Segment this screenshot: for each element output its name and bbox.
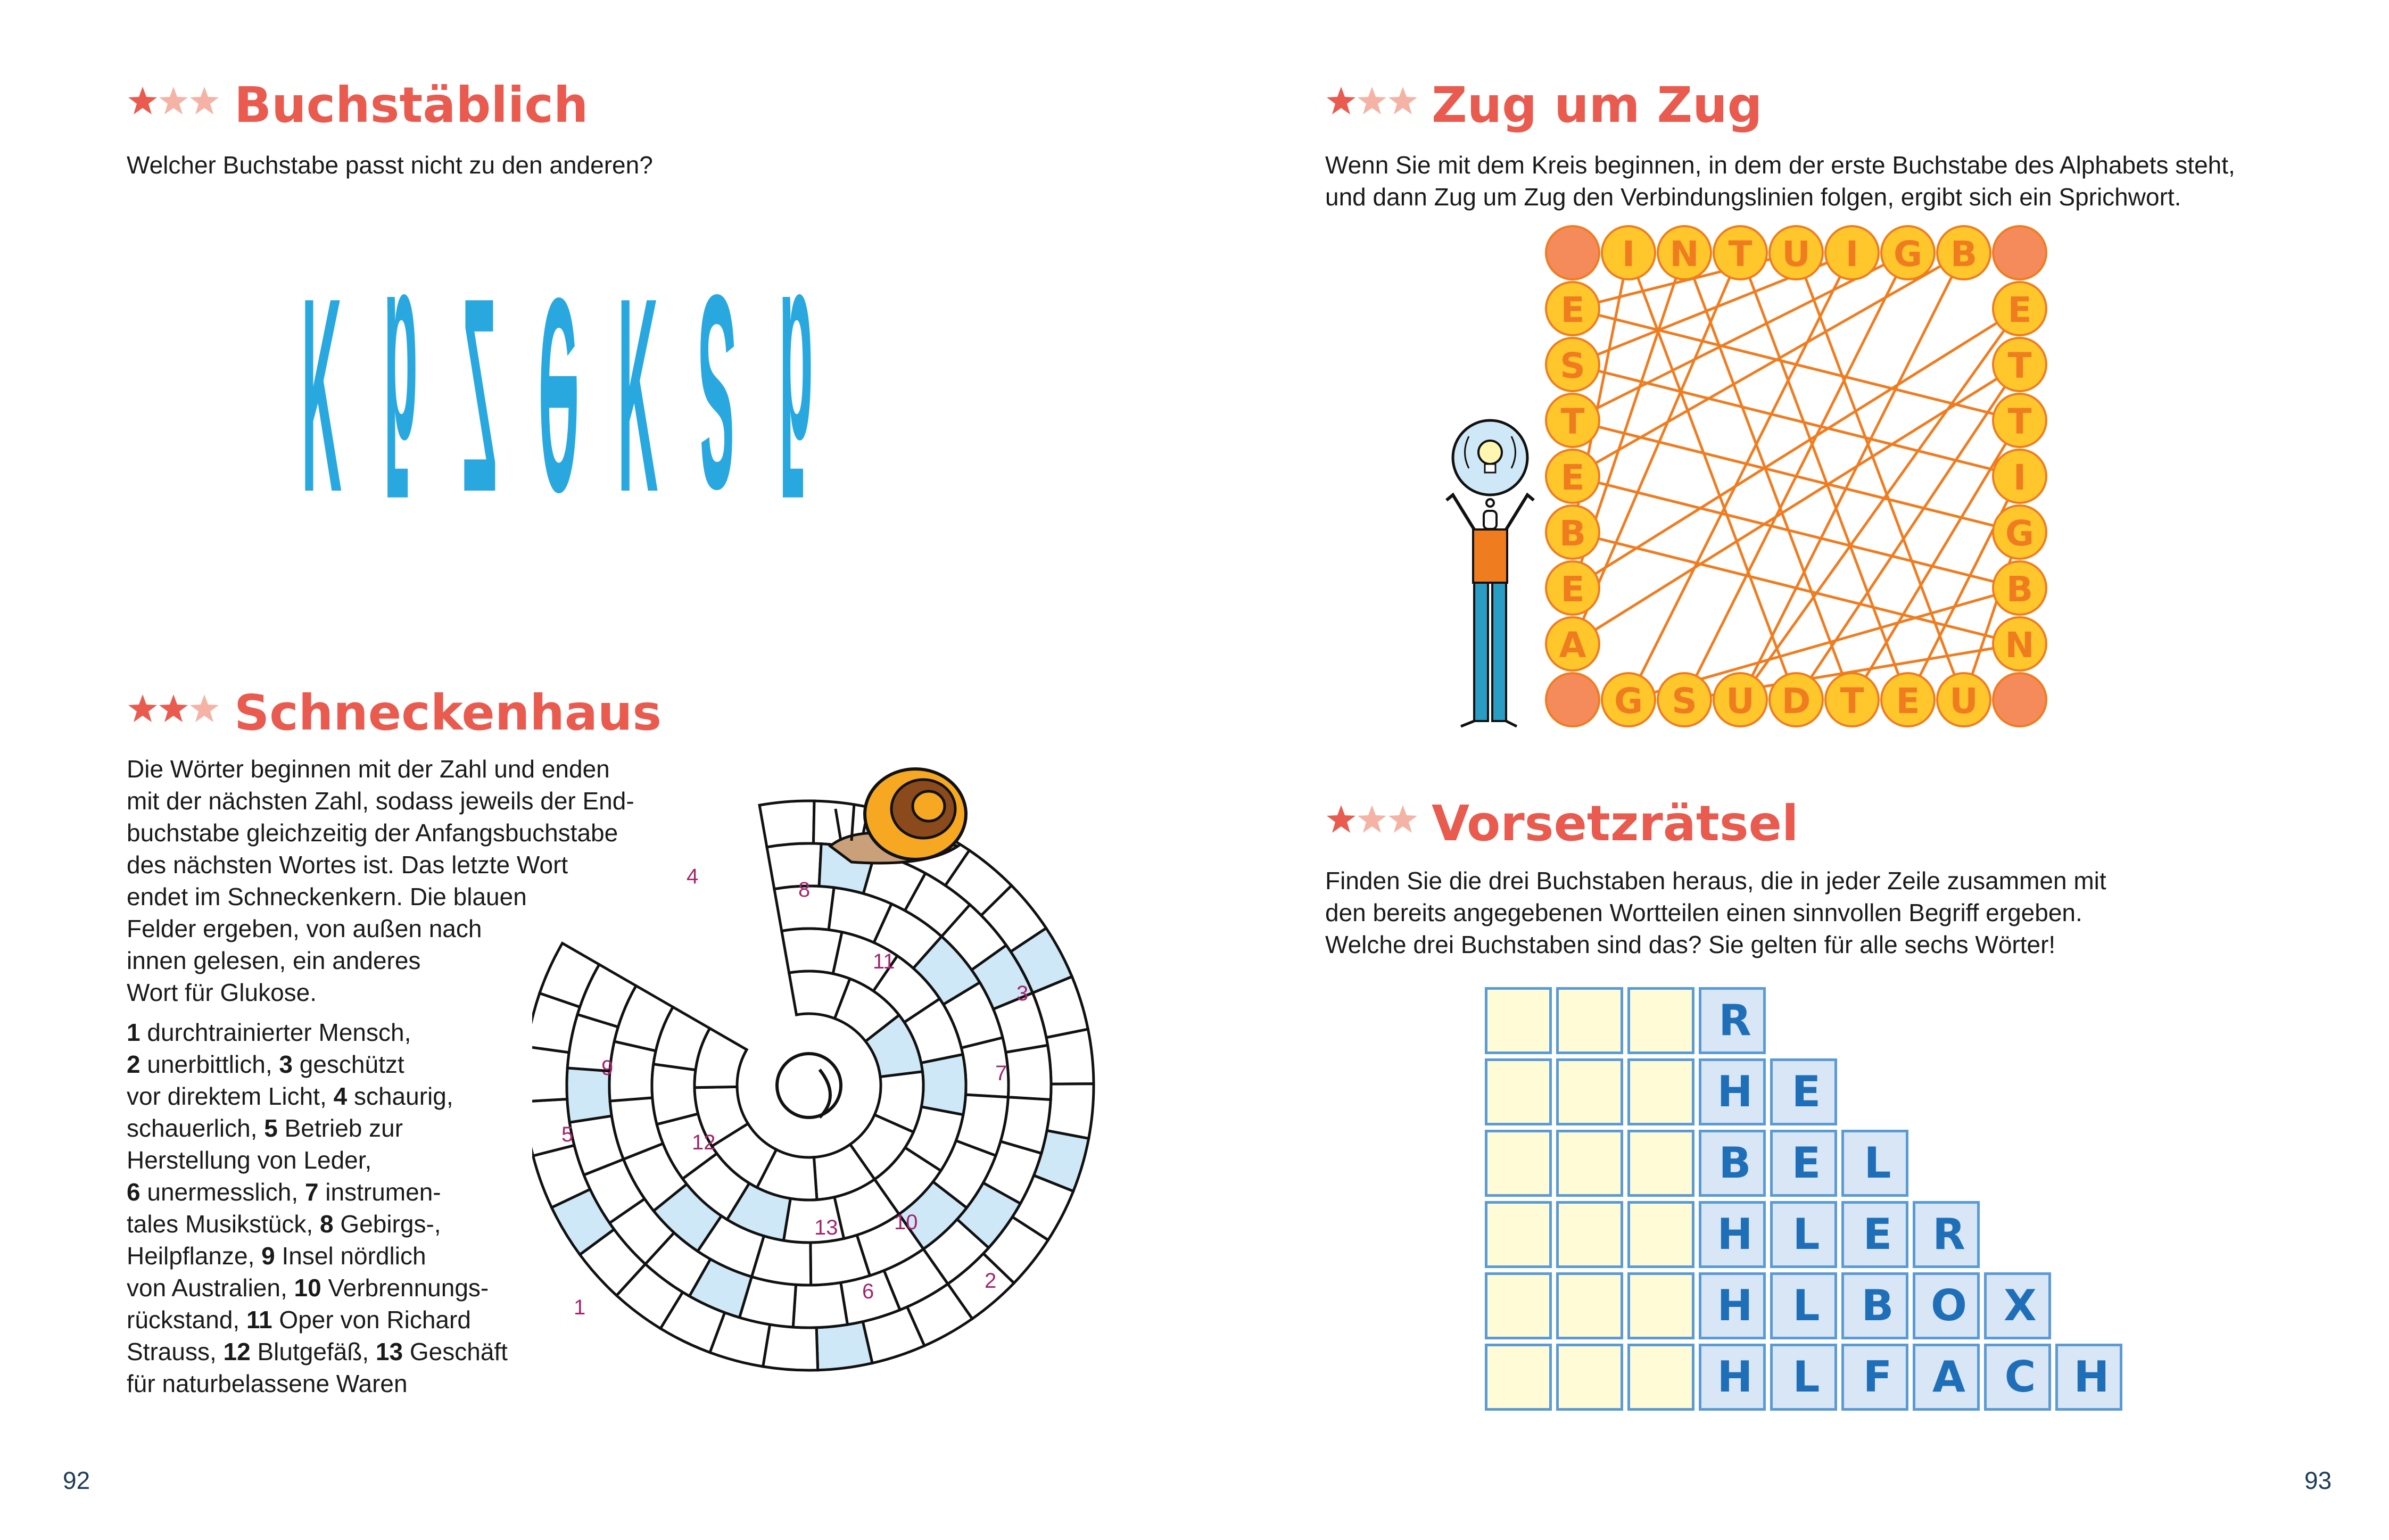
difficulty-stars-schneckenhaus <box>127 692 222 729</box>
circle-letter: B <box>1950 234 1978 275</box>
clue-number: 9 <box>261 1242 275 1270</box>
given-letter-cell <box>1699 1272 1766 1339</box>
given-letter-cell <box>1913 1344 1980 1411</box>
clue-text: Geschäft <box>403 1338 508 1365</box>
clue-text: instrumen- <box>318 1178 441 1206</box>
clue-text: Heilpflanze, <box>127 1242 262 1270</box>
spiral-cell <box>1047 1084 1094 1139</box>
given-letter-cell <box>1841 1201 1908 1268</box>
puzzle-letter <box>301 241 342 550</box>
given-letter: E <box>1791 1138 1821 1188</box>
clue-line <box>127 1016 552 1048</box>
puzzle-letter <box>779 238 813 547</box>
connection-line <box>1573 365 2020 644</box>
clue-text: schauerlich, <box>127 1114 264 1142</box>
spiral-number: 7 <box>995 1062 1007 1085</box>
intro-line: und dann Zug um Zug den Verbindungslinien folgen, ergibt sich ein Sprichwort. <box>1325 183 2181 211</box>
given-letter: A <box>1932 1352 1965 1402</box>
intro-line: Felder ergeben, von außen nach <box>127 915 482 942</box>
intro-line: endet im Schneckenkern. Die blauen <box>127 883 527 910</box>
lightbulb-icon <box>1478 441 1502 464</box>
zug-intro <box>1325 149 2283 213</box>
given-letter: H <box>2073 1352 2110 1402</box>
blank-cell[interactable] <box>1485 1058 1552 1125</box>
spiral-number: 11 <box>873 950 895 973</box>
intro-line: Wenn Sie mit dem Kreis beginnen, in dem der erste Buchstabe des Alphabets steht, <box>1325 151 2235 179</box>
given-letter: L <box>1792 1210 1820 1259</box>
circle-letter: T <box>1840 681 1864 722</box>
clue-number: 8 <box>320 1210 334 1238</box>
circle-letter: N <box>2005 625 2035 666</box>
blank-cell[interactable] <box>1485 1201 1552 1268</box>
star-icon <box>190 87 219 114</box>
given-letter: C <box>2004 1352 2036 1402</box>
letter-puzzle <box>282 223 836 564</box>
clue-line <box>127 1144 552 1176</box>
spiral-cell <box>652 1064 698 1124</box>
difficulty-stars-buchstaeblich <box>127 84 222 121</box>
given-letter-cell <box>1699 1344 1766 1411</box>
given-letter: H <box>1717 1352 1753 1402</box>
spiral-number: 13 <box>814 1216 838 1239</box>
spiral-number: 10 <box>894 1211 918 1234</box>
circle-letter: D <box>1781 681 1811 722</box>
blank-cell[interactable] <box>1485 1272 1552 1339</box>
intro-line: mit der nächsten Zahl, sodass jeweils der End- <box>127 787 634 815</box>
connection-line <box>1573 365 2020 476</box>
connection-line <box>1684 253 1908 700</box>
circle-letter: T <box>2007 401 2032 442</box>
intro-line: des nächsten Wortes ist. Das letzte Wort <box>127 851 568 879</box>
circle-letter: G <box>2005 513 2035 554</box>
given-letter-cell <box>1770 1344 1837 1411</box>
circle-letter: A <box>1559 625 1586 666</box>
clue-number: 1 <box>127 1019 140 1046</box>
clue-text: Insel nördlich <box>275 1242 426 1270</box>
blank-cell[interactable] <box>1627 1058 1694 1125</box>
star-icon <box>1358 805 1386 833</box>
spiral-puzzle <box>532 745 1096 1426</box>
star-icon <box>190 694 219 722</box>
circle-letter: E <box>1560 569 1585 610</box>
corner-ball <box>1546 226 1599 279</box>
given-letter: H <box>1717 1210 1753 1259</box>
vorsetz-grid <box>1485 987 2123 1413</box>
given-letter-cell <box>1913 1201 1980 1268</box>
blank-cell[interactable] <box>1627 987 1694 1054</box>
circle-letter: U <box>1782 234 1811 275</box>
corner-ball <box>1993 226 2046 279</box>
clue-text: von Australien, <box>127 1274 294 1302</box>
puzzle-letter <box>539 241 579 550</box>
star-icon <box>128 87 157 114</box>
clue-text: unerbittlich, <box>140 1050 279 1078</box>
clue-text: Verbrennungs- <box>321 1274 489 1302</box>
given-letter-cell <box>1770 1130 1837 1197</box>
blank-cell[interactable] <box>1485 987 1552 1054</box>
given-letter: B <box>1861 1281 1894 1330</box>
clue-text: unermesslich, <box>140 1178 305 1206</box>
connection-line <box>1573 309 2020 588</box>
spiral-number: 6 <box>862 1280 874 1303</box>
circle-letter: U <box>1949 681 1978 722</box>
spiral-number: 12 <box>692 1131 716 1154</box>
connection-line <box>1796 253 1964 700</box>
blank-cell[interactable] <box>1556 1272 1623 1339</box>
spiral-number: 2 <box>985 1269 997 1293</box>
blank-cell[interactable] <box>1556 1130 1623 1197</box>
clue-text: durchtrainierter Mensch, <box>140 1019 411 1046</box>
spiral-number: 3 <box>1016 982 1029 1005</box>
star-icon <box>1388 87 1417 114</box>
puzzle-letter <box>698 238 735 547</box>
clue-number: 12 <box>223 1338 251 1365</box>
spiral-cell <box>1046 1029 1094 1084</box>
clue-line <box>127 1272 552 1304</box>
intro-line: Finden Sie die drei Buchstaben heraus, die in jeder Zeile zusammen mit <box>1325 867 2106 895</box>
blank-cell[interactable] <box>1485 1130 1552 1197</box>
spiral-grid <box>532 745 1096 1426</box>
spiral-cell <box>793 1282 847 1328</box>
clue-text: Oper von Richard <box>272 1306 471 1334</box>
given-letter-cell <box>1841 1130 1908 1197</box>
clue-text: geschützt <box>292 1050 404 1078</box>
puzzle-letter-glyph: K <box>301 241 342 550</box>
clue-number: 3 <box>279 1050 293 1078</box>
section-title-vorsetz: Vorsetzrätsel <box>1432 795 1799 852</box>
clue-text: tales Musikstück, <box>127 1210 320 1238</box>
spiral-number: 9 <box>601 1056 614 1080</box>
clue-number: 6 <box>127 1178 140 1206</box>
given-letter: O <box>1930 1281 1967 1330</box>
blank-cell[interactable] <box>1627 1344 1694 1411</box>
vorsetz-intro <box>1325 865 2283 961</box>
question-text: Welcher Buchstabe passt nicht zu den anderen? <box>127 151 653 179</box>
intro-line: Wort für Glukose. <box>127 979 317 1006</box>
difficulty-stars-vorsetz <box>1325 802 1421 840</box>
given-letter: L <box>1792 1281 1820 1330</box>
spiral-cell <box>816 1322 872 1370</box>
puzzle-letter-glyph: Z <box>462 241 497 550</box>
spiral-cell <box>763 1324 818 1370</box>
puzzle-letter <box>618 241 658 550</box>
given-letter: L <box>1792 1352 1820 1402</box>
given-letter-cell <box>1984 1344 2051 1411</box>
zug-board <box>1543 223 2065 745</box>
clue-number: 11 <box>246 1306 272 1334</box>
puzzle-letter-glyph: K <box>617 241 658 550</box>
blank-cell[interactable] <box>1556 987 1623 1054</box>
given-letter-cell <box>1699 987 1766 1054</box>
given-letter-cell <box>1841 1344 1908 1411</box>
given-letter-cell <box>2055 1344 2122 1411</box>
clue-line <box>127 1304 552 1336</box>
spiral-number: 5 <box>561 1123 574 1146</box>
circle-letter: T <box>1560 401 1585 442</box>
given-letter-cell <box>1699 1058 1766 1125</box>
spiral-number: 4 <box>687 865 699 888</box>
puzzle-letter-glyph: ƃ <box>779 238 813 547</box>
circle-letter: E <box>1560 457 1585 498</box>
clue-number: 13 <box>375 1338 403 1365</box>
blank-cell[interactable] <box>1627 1272 1694 1339</box>
circle-letter: E <box>1560 289 1585 330</box>
puzzle-letter-glyph: Ə <box>538 241 580 550</box>
given-letter-cell <box>1984 1272 2051 1339</box>
given-letter-cell <box>1770 1058 1837 1125</box>
circle-letter: N <box>1669 234 1699 275</box>
puzzle-letter <box>384 238 418 547</box>
clue-text: schaurig, <box>347 1082 453 1110</box>
page-number-right: 93 <box>2304 1467 2332 1494</box>
clue-number: 5 <box>264 1114 278 1142</box>
circle-letter: S <box>1672 681 1697 722</box>
clue-line <box>127 1208 552 1240</box>
difficulty-stars-zug <box>1325 84 1421 121</box>
circle-letter: B <box>1559 513 1586 554</box>
clue-text: Gebirgs-, <box>333 1210 441 1238</box>
given-letter: E <box>1791 1067 1821 1116</box>
puzzle-letter-glyph: ƃ <box>383 238 418 547</box>
clue-line <box>127 1048 552 1080</box>
given-letter: R <box>1718 996 1751 1045</box>
clue-text: rückstand, <box>127 1306 246 1334</box>
clue-text: Betrieb zur <box>277 1114 403 1142</box>
section-title-schneckenhaus: Schneckenhaus <box>234 684 662 741</box>
blank-cell[interactable] <box>1485 1344 1552 1411</box>
circle-letter: E <box>1896 681 1920 722</box>
given-letter: H <box>1717 1281 1753 1330</box>
intro-line: Die Wörter beginnen mit der Zahl und enden <box>127 755 610 783</box>
spiral-cell <box>767 843 821 889</box>
section-title-buchstaeblich: Buchstäblich <box>234 77 589 134</box>
blank-cell[interactable] <box>1627 1130 1694 1197</box>
puzzle-letter <box>462 241 497 550</box>
thinking-person-illustration <box>1432 415 1543 734</box>
star-icon <box>128 694 157 722</box>
circle-letter: G <box>1614 681 1643 722</box>
page-number-left: 92 <box>63 1467 90 1494</box>
clue-line <box>127 1368 552 1400</box>
blank-cell[interactable] <box>1556 1058 1623 1125</box>
zug-grid <box>1543 223 2065 745</box>
intro-line: Welche drei Buchstaben sind das? Sie gelten für alle sechs Wörter! <box>1325 931 2056 958</box>
given-letter-cell <box>1770 1272 1837 1339</box>
connection-line <box>1684 253 1852 700</box>
given-letter-cell <box>1841 1272 1908 1339</box>
circle-letter: G <box>1893 234 1923 275</box>
clue-line <box>127 1336 552 1368</box>
circle-letter: I <box>1845 234 1859 275</box>
circle-letter: T <box>1728 234 1753 275</box>
clue-number: 2 <box>127 1050 140 1078</box>
given-letter-cell <box>1699 1201 1766 1268</box>
spiral-cell <box>759 801 814 847</box>
spiral-core <box>777 1054 841 1117</box>
intro-line: buchstabe gleichzeitig der Anfangsbuchstabe <box>127 819 618 847</box>
star-icon <box>1327 87 1355 114</box>
spiral-cell <box>532 1047 569 1102</box>
section-title-zug: Zug um Zug <box>1432 77 1763 134</box>
clue-text: für naturbelassene Waren <box>127 1370 408 1397</box>
circle-letter: T <box>2007 345 2032 386</box>
given-letter: R <box>1932 1210 1965 1259</box>
clue-line <box>127 1176 552 1208</box>
clue-number: 7 <box>304 1178 319 1206</box>
connection-line <box>1740 253 1908 700</box>
corner-ball <box>1993 673 2046 726</box>
given-letter-cell <box>1699 1130 1766 1197</box>
spiral-cell <box>921 1055 966 1115</box>
given-letter: F <box>1863 1352 1892 1402</box>
clue-line <box>127 1080 552 1112</box>
circle-letter: I <box>2013 457 2027 498</box>
intro-line: innen gelesen, ein anderes <box>127 947 421 974</box>
given-letter: X <box>2004 1281 2037 1330</box>
clue-line <box>127 1240 552 1272</box>
circle-letter: I <box>1622 234 1635 275</box>
clue-text: Strauss, <box>127 1338 224 1365</box>
schneckenhaus-clues <box>127 1016 552 1400</box>
given-letter-cell <box>1770 1201 1837 1268</box>
circle-letter: U <box>1726 681 1755 722</box>
corner-ball <box>1546 673 1599 726</box>
circle-letter: E <box>2007 289 2032 330</box>
clue-number: 10 <box>294 1274 321 1302</box>
blank-cell[interactable] <box>1627 1201 1694 1268</box>
circle-letter: S <box>1560 345 1585 386</box>
spiral-cell <box>1006 1045 1051 1099</box>
clue-text: Blutgefäß, <box>250 1338 376 1365</box>
star-icon <box>159 87 188 114</box>
given-letter: L <box>1864 1138 1891 1188</box>
puzzle-letter-glyph: S <box>698 238 736 547</box>
clue-line <box>127 1112 552 1144</box>
given-letter-cell <box>1913 1272 1980 1339</box>
spiral-number: 8 <box>798 878 811 901</box>
intro-line: den bereits angegebenen Wortteilen einen sinnvollen Begriff ergeben. <box>1325 899 2082 926</box>
spiral-cell <box>782 929 842 974</box>
given-letter: H <box>1717 1067 1753 1116</box>
star-icon <box>1358 87 1386 114</box>
spiral-number: 1 <box>574 1296 586 1319</box>
circle-letter: B <box>2006 569 2033 610</box>
star-icon <box>1327 805 1355 833</box>
blank-cell[interactable] <box>1556 1201 1623 1268</box>
given-letter: B <box>1718 1138 1751 1188</box>
given-letter: E <box>1863 1210 1892 1259</box>
star-icon <box>159 694 188 722</box>
blank-cell[interactable] <box>1556 1344 1623 1411</box>
letter-puzzle-svg <box>282 223 836 564</box>
clue-text: vor direktem Licht, <box>127 1082 334 1110</box>
clue-number: 4 <box>333 1082 348 1110</box>
star-icon <box>1388 805 1417 833</box>
clue-text: Herstellung von Leder, <box>127 1146 372 1174</box>
